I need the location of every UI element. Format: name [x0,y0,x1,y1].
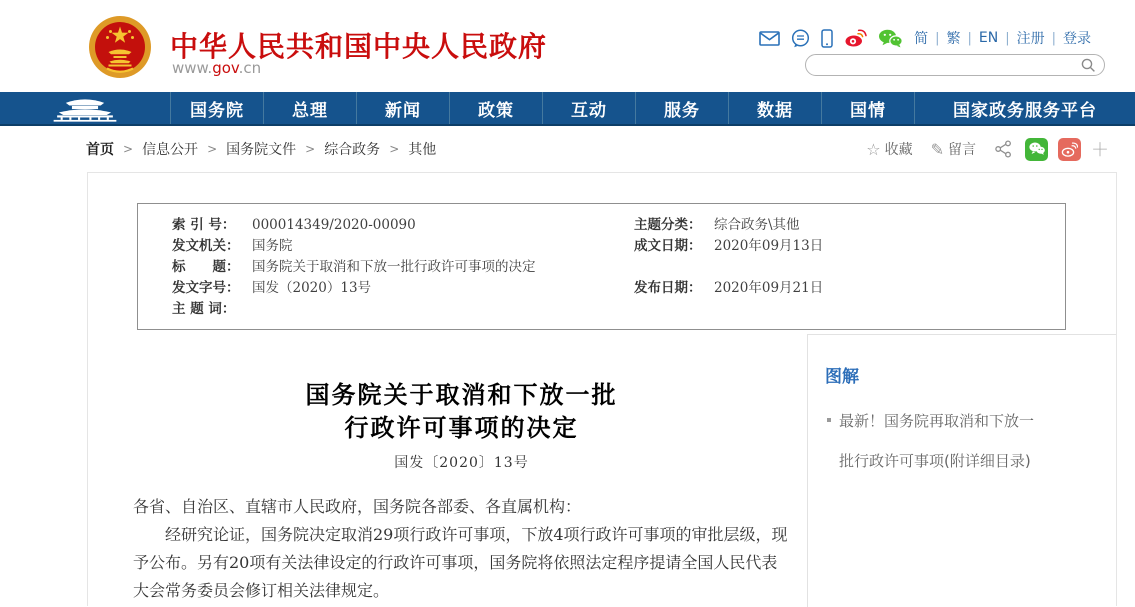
article-title-line2: 行政许可事项的决定 [344,413,579,442]
favorite-button[interactable]: ☆ 收藏 [866,139,913,159]
nav-item-news[interactable]: 新闻 [356,92,449,124]
pencil-icon: ✎ [930,139,944,159]
article-body [133,493,790,605]
article-paragraph: 经研究论证，国务院决定取消29项行政许可事项，下放4项行政许可事项的审批层级，现予公布。另有20项有关法律设定的行政许可事项，国务院将依照法定程序提请全国人民代表大会常务委员会修订相关法律规定。 [133,525,788,600]
meta-value-publish-date: 2020年09月21日 [714,280,824,296]
article-doc-number: 国发〔2020〕13号 [394,455,529,471]
breadcrumb-item-state-council-docs[interactable]: 国务院文件 [226,142,297,158]
comment-button[interactable]: ✎ 留言 [930,139,976,159]
header-quick-links [759,27,1091,49]
nav-item-state-council[interactable]: 国务院 [170,92,263,124]
breadcrumb-item-other[interactable]: 其他 [408,142,437,158]
nav-item-national-conditions[interactable]: 国情 [821,92,914,124]
star-icon: ☆ [866,139,881,159]
national-emblem-icon [88,15,152,79]
breadcrumb-separator: > [305,142,316,156]
breadcrumb-item-general-affairs[interactable]: 综合政务 [324,142,381,158]
sidebar-heading: 图解 [825,367,859,387]
nav-item-services[interactable]: 服务 [635,92,728,124]
document-panel [87,172,1117,606]
share-wechat-button[interactable] [1025,138,1048,161]
search-bar [805,54,1105,76]
meta-label-subject-words: 主 题 词： [172,301,236,317]
lang-traditional-link[interactable]: 繁 [946,31,961,47]
url-www: www. [172,59,213,77]
meta-label-issuing-organ: 发文机关： [172,238,240,254]
link-divider: | [967,30,972,46]
meta-row [172,215,1065,236]
site-title: 中华人民共和国中央人民政府 [170,30,548,63]
message-bubble-icon[interactable] [791,29,810,48]
weibo-share-icon [1061,142,1078,157]
meta-value-title: 国务院关于取消和下放一批行政许可事项的决定 [252,259,536,275]
wechat-icon[interactable] [878,29,903,48]
url-gov: gov [212,59,239,77]
meta-label-index: 索 引 号： [172,217,236,233]
nav-item-data[interactable]: 数据 [728,92,821,124]
sidebar-infographic [807,334,1116,607]
wechat-share-icon [1029,142,1045,156]
site-url[interactable] [172,59,261,77]
search-input[interactable] [818,56,1081,74]
login-link[interactable]: 登录 [1063,31,1091,47]
meta-row [172,278,1065,299]
more-share-button[interactable]: ＋ [1091,140,1109,161]
meta-label-publish-date: 发布日期： [634,280,702,296]
article [88,334,807,607]
document-meta-box [137,203,1066,330]
meta-value-doc-number: 国发（2020）13号 [252,280,372,296]
nav-item-policy[interactable]: 政策 [449,92,542,124]
nav-item-premier[interactable]: 总理 [263,92,356,124]
article-title [133,378,790,444]
search-icon[interactable] [1081,58,1096,73]
share-button[interactable] [994,140,1013,158]
nav-home-tiananmen[interactable] [0,92,170,124]
article-paragraph: 各省、自治区、直辖市人民政府，国务院各部委、各直属机构： [133,497,582,516]
share-weibo-button[interactable] [1058,138,1081,161]
content-row [88,334,1116,607]
nav-item-gov-service-platform[interactable]: 国家政务服务平台 [914,92,1135,124]
tiananmen-icon [43,95,127,122]
main-nav [0,92,1135,126]
bullet-icon [827,418,831,422]
register-link[interactable]: 注册 [1016,31,1045,47]
article-title-line1: 国务院关于取消和下放一批 [305,380,618,409]
breadcrumb-separator: > [389,142,400,156]
breadcrumb-row [0,126,1135,172]
meta-value-written-date: 2020年09月13日 [714,238,824,254]
lang-english-link[interactable]: EN [978,30,999,46]
share-icon [994,140,1013,158]
link-divider: | [935,30,940,46]
breadcrumb-separator: > [207,142,218,156]
meta-label-title: 标 题： [172,259,240,275]
url-cn: .cn [238,59,262,77]
lang-simplified-link[interactable]: 简 [914,31,929,47]
link-divider: | [1005,30,1010,46]
page-actions [866,136,1109,162]
meta-value-issuing-organ: 国务院 [252,238,293,254]
national-emblem-logo[interactable] [88,15,152,79]
mail-icon[interactable] [759,31,780,46]
site-header [0,0,1135,92]
breadcrumb-separator: > [123,142,134,156]
link-divider: | [1051,30,1056,46]
mobile-icon[interactable] [821,29,833,48]
breadcrumb-item-home[interactable]: 首页 [86,142,114,158]
sidebar-link-infographic[interactable] [825,401,1037,481]
meta-value-category: 综合政务\其他 [714,217,800,233]
meta-label-written-date: 成文日期： [634,238,702,254]
meta-label-doc-number: 发文字号： [172,280,240,296]
meta-value-index: 000014349/2020-00090 [252,217,416,233]
meta-label-category: 主题分类： [634,217,702,233]
meta-row [172,236,1065,257]
weibo-icon[interactable] [844,29,867,48]
meta-row [172,257,1065,278]
nav-item-interaction[interactable]: 互动 [542,92,635,124]
meta-row [172,299,1065,320]
breadcrumb-item-info-disclosure[interactable]: 信息公开 [142,142,199,158]
sidebar-link-text: 最新！国务院再取消和下放一批行政许可事项(附详细目录) [839,412,1035,470]
